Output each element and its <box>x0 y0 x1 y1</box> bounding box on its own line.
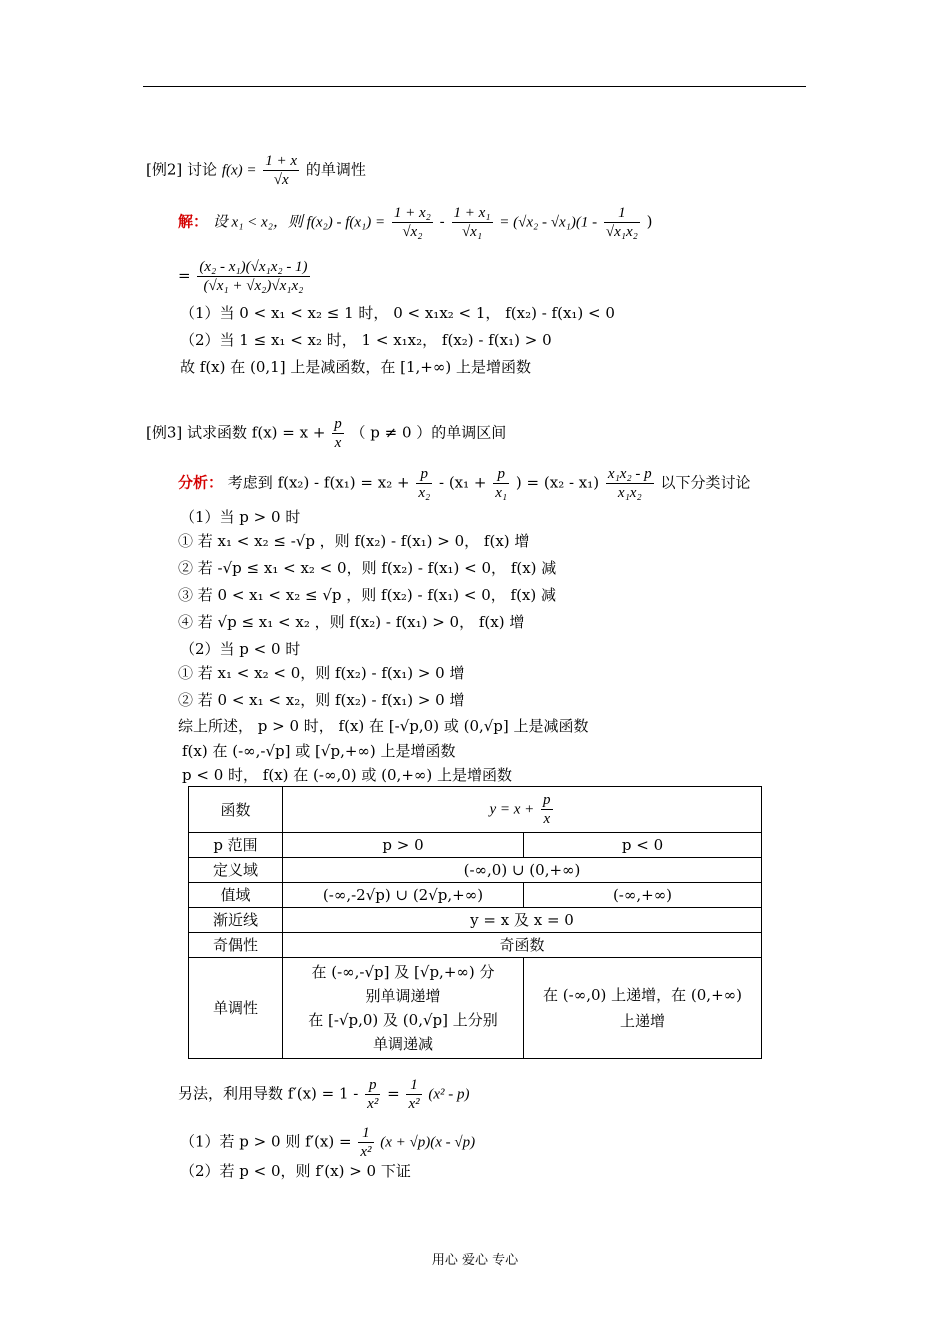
table-cell: p > 0 <box>283 833 524 858</box>
ex2-big-fraction: = $\frac{\text{(x₂ - x₁)(√x₁x₂ - 1)}}{\text{(√x₁ + √x₂)√x₁x₂}}$ <box>178 259 308 294</box>
table-header-cell: p 范围 <box>189 833 283 858</box>
alt-line3: （2）若 p < 0，则 f′(x) > 0 下证 <box>180 1162 411 1180</box>
ex2-func-lhs: f(x) = <box>221 162 257 179</box>
ex3-ana-text: 考虑到 f(x₂) - f(x₁) = x₂ + <box>227 473 410 492</box>
table-cell: y = x + $\frac{p}{x}$ <box>283 787 762 833</box>
table-header-cell: 渐近线 <box>189 908 283 933</box>
ex3-summary2: f(x) 在 (-∞,-√p] 或 [√p,+∞) 上是增函数 <box>182 742 456 760</box>
ex3-label: [例3] 试求函数 f(x) = x + <box>146 423 326 442</box>
ex3-analysis: 分析： 考虑到 f(x₂) - f(x₁) = x₂ + $\frac{p}{\text{x₂}}$ - (x₁ + $\frac{p}{\text{x₁}}$ ) = (x₂ - x₁) $\frac{\text{x₁x₂ - p}}{\text{x₁x₂}}$ 以下分类讨论 <box>178 466 751 501</box>
ex2-label: [例2] 讨论 <box>146 160 218 179</box>
ex3-summary3: p < 0 时， f(x) 在 (-∞,0) 或 (0,+∞) 上是增函数 <box>182 766 513 784</box>
ex2-frac-a: $\frac{\text{1 + x₂}}{\text{√x₂}}$ <box>393 205 431 240</box>
ex3-p1c: ③ 若 0 < x₁ < x₂ ≤ √p ，则 f(x₂) - f(x₁) < 0， f(x) 减 <box>178 586 556 604</box>
table-header-cell: 单调性 <box>189 958 283 1059</box>
table-header-cell: 值域 <box>189 883 283 908</box>
ex3-p1d: ④ 若 √p ≤ x₁ < x₂ ，则 f(x₂) - f(x₁) > 0， f(x) 增 <box>178 613 525 631</box>
table-cell: (-∞,+∞) <box>524 883 762 908</box>
table-cell: (-∞,-2√p) ∪ (2√p,+∞) <box>283 883 524 908</box>
ex2-frac-big: $\frac{\text{(x₂ - x₁)(√x₁x₂ - 1)}}{\text{(√x₁ + √x₂)√x₁x₂}}$ <box>199 259 308 294</box>
ex2-case2: （2）当 1 ≤ x₁ < x₂ 时， 1 < x₁x₂， f(x₂) - f(x₁) > 0 <box>180 331 552 349</box>
ex2-sol-text: 设 x₁ < x₂，则 f(x₂) - f(x₁) = <box>212 214 386 231</box>
ex2-eq-mid: = (√x₂ - √x₁)(1 - <box>499 214 598 231</box>
table-cell: (-∞,0) ∪ (0,+∞) <box>283 858 762 883</box>
ex2-conclusion: 故 f(x) 在 (0,1] 上是减函数，在 [1,+∞) 上是增函数 <box>180 358 531 376</box>
ex2-frac-b: $\frac{\text{1 + x₁}}{\text{√x₁}}$ <box>453 205 491 240</box>
table-header-cell: 定义域 <box>189 858 283 883</box>
ex3-p1: （1）当 p > 0 时 <box>180 508 301 526</box>
function-table <box>188 786 762 1059</box>
solution-label: 解： <box>178 212 209 231</box>
table-row <box>189 787 762 833</box>
ex2-tail: 的单调性 <box>305 160 366 179</box>
ex2-frac-c: $\frac{1}{\text{√x₁x₂}}$ <box>605 205 638 240</box>
ex2-title <box>146 152 366 189</box>
table-row <box>189 908 762 933</box>
table-row <box>189 833 762 858</box>
table-row <box>189 858 762 883</box>
table-header-cell: 奇偶性 <box>189 933 283 958</box>
ex3-p2: （2）当 p < 0 时 <box>180 640 301 658</box>
table-cell: p < 0 <box>524 833 762 858</box>
ex3-a-frac3: $\frac{\text{x₁x₂ - p}}{\text{x₁x₂}}$ <box>607 466 652 501</box>
table-cell: y = x 及 x = 0 <box>283 908 762 933</box>
ex2-case1: （1）当 0 < x₁ < x₂ ≤ 1 时， 0 < x₁x₂ < 1， f(x₂) - f(x₁) < 0 <box>180 304 615 322</box>
ex3-p1a: ① 若 x₁ < x₂ ≤ -√p ，则 f(x₂) - f(x₁) > 0， f(x) 增 <box>178 532 530 550</box>
ex3-p2a: ① 若 x₁ < x₂ < 0，则 f(x₂) - f(x₁) > 0 增 <box>178 664 465 682</box>
ex3-p2b: ② 若 0 < x₁ < x₂，则 f(x₂) - f(x₁) > 0 增 <box>178 691 465 709</box>
table-row <box>189 958 762 1059</box>
ex3-tail: （ p ≠ 0 ）的单调区间 <box>350 423 507 442</box>
alt-line2: （1）若 p > 0 则 f′(x) = $\frac{1}{\text{x²}}$ (x + √p)(x - √p) <box>180 1125 476 1160</box>
ex3-frac: $\frac{p}{x}$ <box>334 416 342 451</box>
table-cell: 在 (-∞,-√p] 及 [√p,+∞) 分 别单调递增 在 [-√p,0) 及 (0,√p] 上分别 单调递减 <box>283 958 524 1059</box>
table-row <box>189 883 762 908</box>
ex3-a-frac2: $\frac{p}{\text{x₁}}$ <box>495 466 508 501</box>
ex2-func-frac: $\frac{1 + x}{√x}$ <box>265 153 298 188</box>
ex3-a-frac1: $\frac{p}{\text{x₂}}$ <box>418 466 431 501</box>
header-rule <box>143 86 806 87</box>
ex3-title <box>146 415 506 452</box>
ex2-solution: 解： 设 x₁ < x₂，则 f(x₂) - f(x₁) = $\frac{\text{1 + x₂}}{\text{√x₂}}$ - $\frac{\text{1 + x₁}}{\text{√x₁}}$ = (√x₂ - √x₁)(1 - $\frac{1}{\text{√x₁x₂}}$ ) <box>178 205 653 240</box>
table-cell: 在 (-∞,0) 上递增，在 (0,+∞) 上递增 <box>524 958 762 1059</box>
page-footer: 用心 爱心 专心 <box>431 1253 519 1268</box>
table-row <box>189 933 762 958</box>
table-header-cell: 函数 <box>189 787 283 833</box>
analysis-label: 分析： <box>178 473 224 492</box>
alt-line1: 另法，利用导数 f′(x) = 1 - $\frac{p}{\text{x²}}$ = $\frac{1}{\text{x²}}$ (x² - p) <box>178 1077 470 1112</box>
table-cell: 奇函数 <box>283 933 762 958</box>
ex3-p1b: ② 若 -√p ≤ x₁ < x₂ < 0，则 f(x₂) - f(x₁) < 0， f(x) 减 <box>178 559 557 577</box>
ex3-summary1: 综上所述， p > 0 时， f(x) 在 [-√p,0) 或 (0,√p] 上是减函数 <box>178 717 589 735</box>
